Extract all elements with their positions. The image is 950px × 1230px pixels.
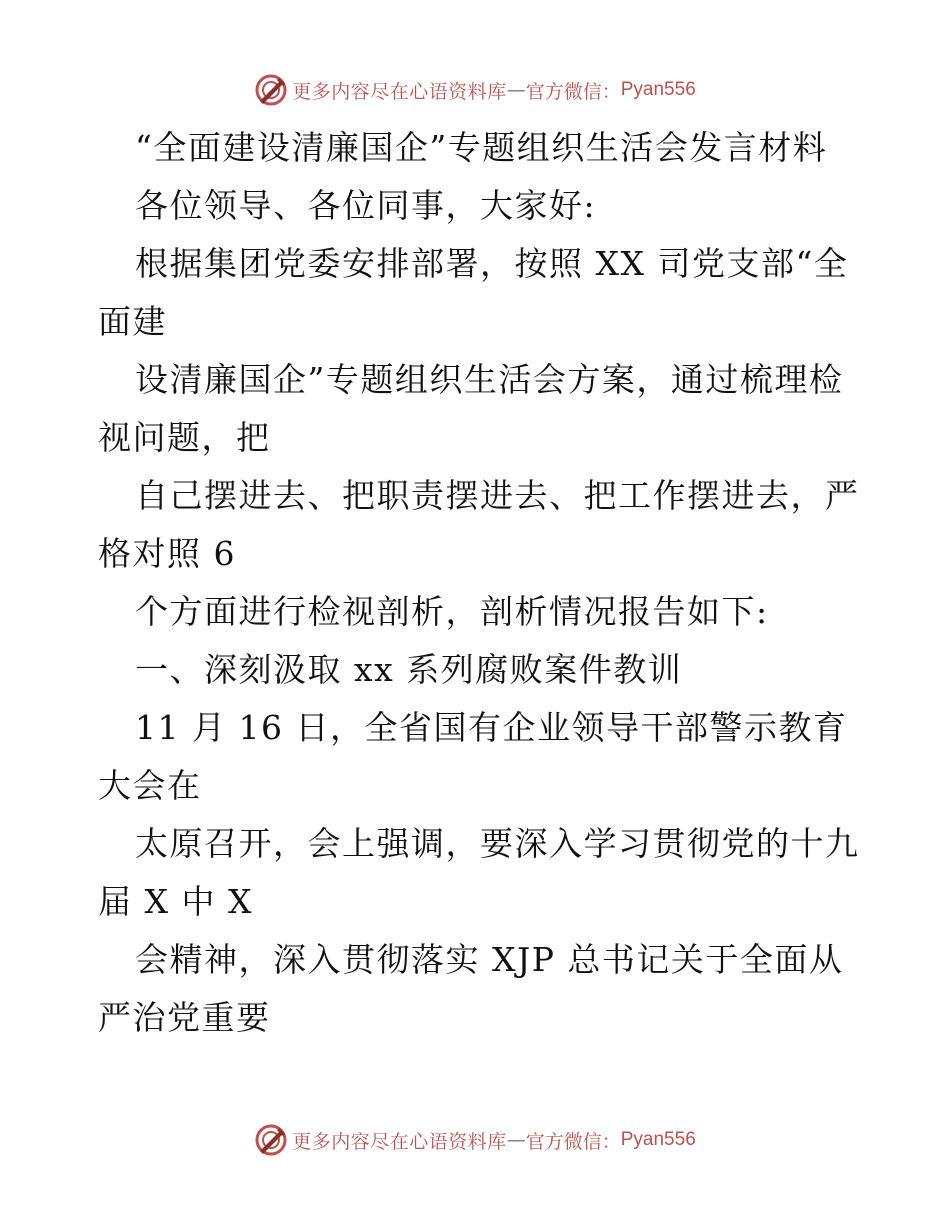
header-banner bbox=[0, 70, 950, 110]
banner-wechat-label: 官方微信： bbox=[525, 80, 621, 103]
paragraph-line: 会精神，深入贯彻落实 XJP 总书记关于全面从 bbox=[135, 940, 844, 979]
paragraph-line: 视问题，把 bbox=[98, 418, 271, 457]
banner-dash: — bbox=[506, 79, 526, 101]
paragraph-line: 个方面进行检视剖析，剖析情况报告如下: bbox=[135, 592, 769, 631]
document-title: “全面建设清廉国企”专题组织生活会发言材料 bbox=[135, 128, 828, 167]
paragraph-line: 根据集团党委安排部署，按照 XX 司党支部“全 bbox=[135, 244, 849, 283]
footer-banner bbox=[0, 1120, 950, 1160]
banner-dash: — bbox=[506, 1129, 526, 1151]
paragraph-line: 格对照 6 bbox=[98, 534, 236, 573]
banner-text: 更多内容尽在心语资料库 bbox=[292, 1130, 507, 1153]
paragraph-line: 自己摆进去、把职责摆进去、把工作摆进去，严 bbox=[135, 476, 860, 515]
paragraph-line: 严治党重要 bbox=[98, 998, 271, 1037]
banner-wechat-id: Pyan556 bbox=[620, 79, 696, 100]
paragraph-line: 11 月 16 日，全省国有企业领导干部警示教育 bbox=[135, 708, 848, 747]
pen-logo-icon bbox=[254, 73, 288, 107]
banner-text: 更多内容尽在心语资料库 bbox=[292, 80, 507, 103]
paragraph-line: 面建 bbox=[98, 302, 167, 341]
section-heading: 一、深刻汲取 xx 系列腐败案件教训 bbox=[135, 650, 683, 689]
paragraph-line: 太原召开，会上强调，要深入学习贯彻党的十九 bbox=[135, 824, 860, 863]
greeting-line: 各位领导、各位同事，大家好: bbox=[135, 186, 597, 225]
paragraph-line: 设清廉国企”专题组织生活会方案，通过梳理检 bbox=[135, 360, 844, 399]
banner-wechat-label: 官方微信： bbox=[525, 1130, 621, 1153]
paragraph-line: 大会在 bbox=[98, 766, 202, 805]
banner-wechat-id: Pyan556 bbox=[620, 1129, 696, 1150]
paragraph-line: 届 X 中 X bbox=[98, 882, 253, 921]
pen-logo-icon bbox=[254, 1123, 288, 1157]
